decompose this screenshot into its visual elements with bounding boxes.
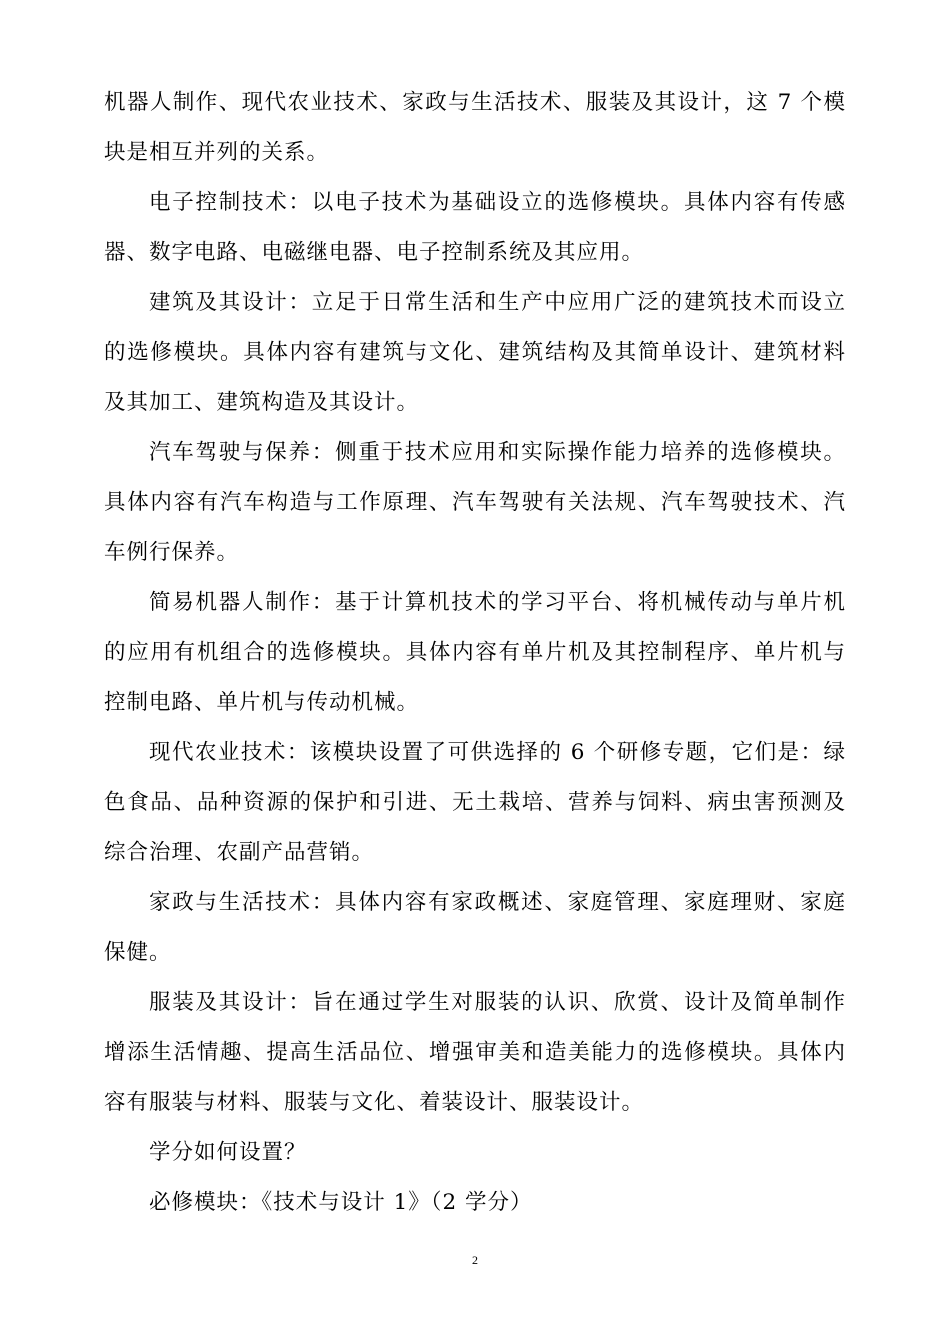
- paragraph-modules-relation: 机器人制作、现代农业技术、家政与生活技术、服装及其设计，这 7 个模块是相互并列的关系。: [104, 90, 846, 165]
- paragraph-simple-robot: 简易机器人制作：基于计算机技术的学习平台、将机械传动与单片机的应用有机组合的选修模块。具体内容有单片机及其控制程序、单片机与控制电路、单片机与传动机械。: [104, 590, 846, 715]
- page-number: 2: [472, 1253, 478, 1267]
- paragraph-car-driving: 汽车驾驶与保养：侧重于技术应用和实际操作能力培养的选修模块。具体内容有汽车构造与工作原理、汽车驾驶有关法规、汽车驾驶技术、汽车例行保养。: [104, 440, 846, 565]
- paragraph-credit-question: 学分如何设置？: [149, 1140, 307, 1165]
- paragraph-modern-agriculture: 现代农业技术：该模块设置了可供选择的 6 个研修专题，它们是：绿色食品、品种资源的保护和引进、无土栽培、营养与饲料、病虫害预测及综合治理、农副产品营销。: [104, 740, 846, 865]
- paragraph-clothing-design: 服装及其设计：旨在通过学生对服装的认识、欣赏、设计及简单制作增添生活情趣、提高生活品位、增强审美和造美能力的选修模块。具体内容有服装与材料、服装与文化、着装设计、服装设计。: [104, 990, 846, 1115]
- page-body: [104, 78, 846, 1228]
- paragraph-architecture-design: 建筑及其设计：立足于日常生活和生产中应用广泛的建筑技术而设立的选修模块。具体内容有建筑与文化、建筑结构及其简单设计、建筑材料及其加工、建筑构造及其设计。: [104, 290, 846, 415]
- paragraph-electronic-control: 电子控制技术：以电子技术为基础设立的选修模块。具体内容有传感器、数字电路、电磁继电器、电子控制系统及其应用。: [104, 190, 846, 265]
- paragraph-required-module: 必修模块：《技术与设计 1》（2 学分）: [149, 1190, 533, 1215]
- paragraph-home-economics: 家政与生活技术：具体内容有家政概述、家庭管理、家庭理财、家庭保健。: [104, 890, 846, 965]
